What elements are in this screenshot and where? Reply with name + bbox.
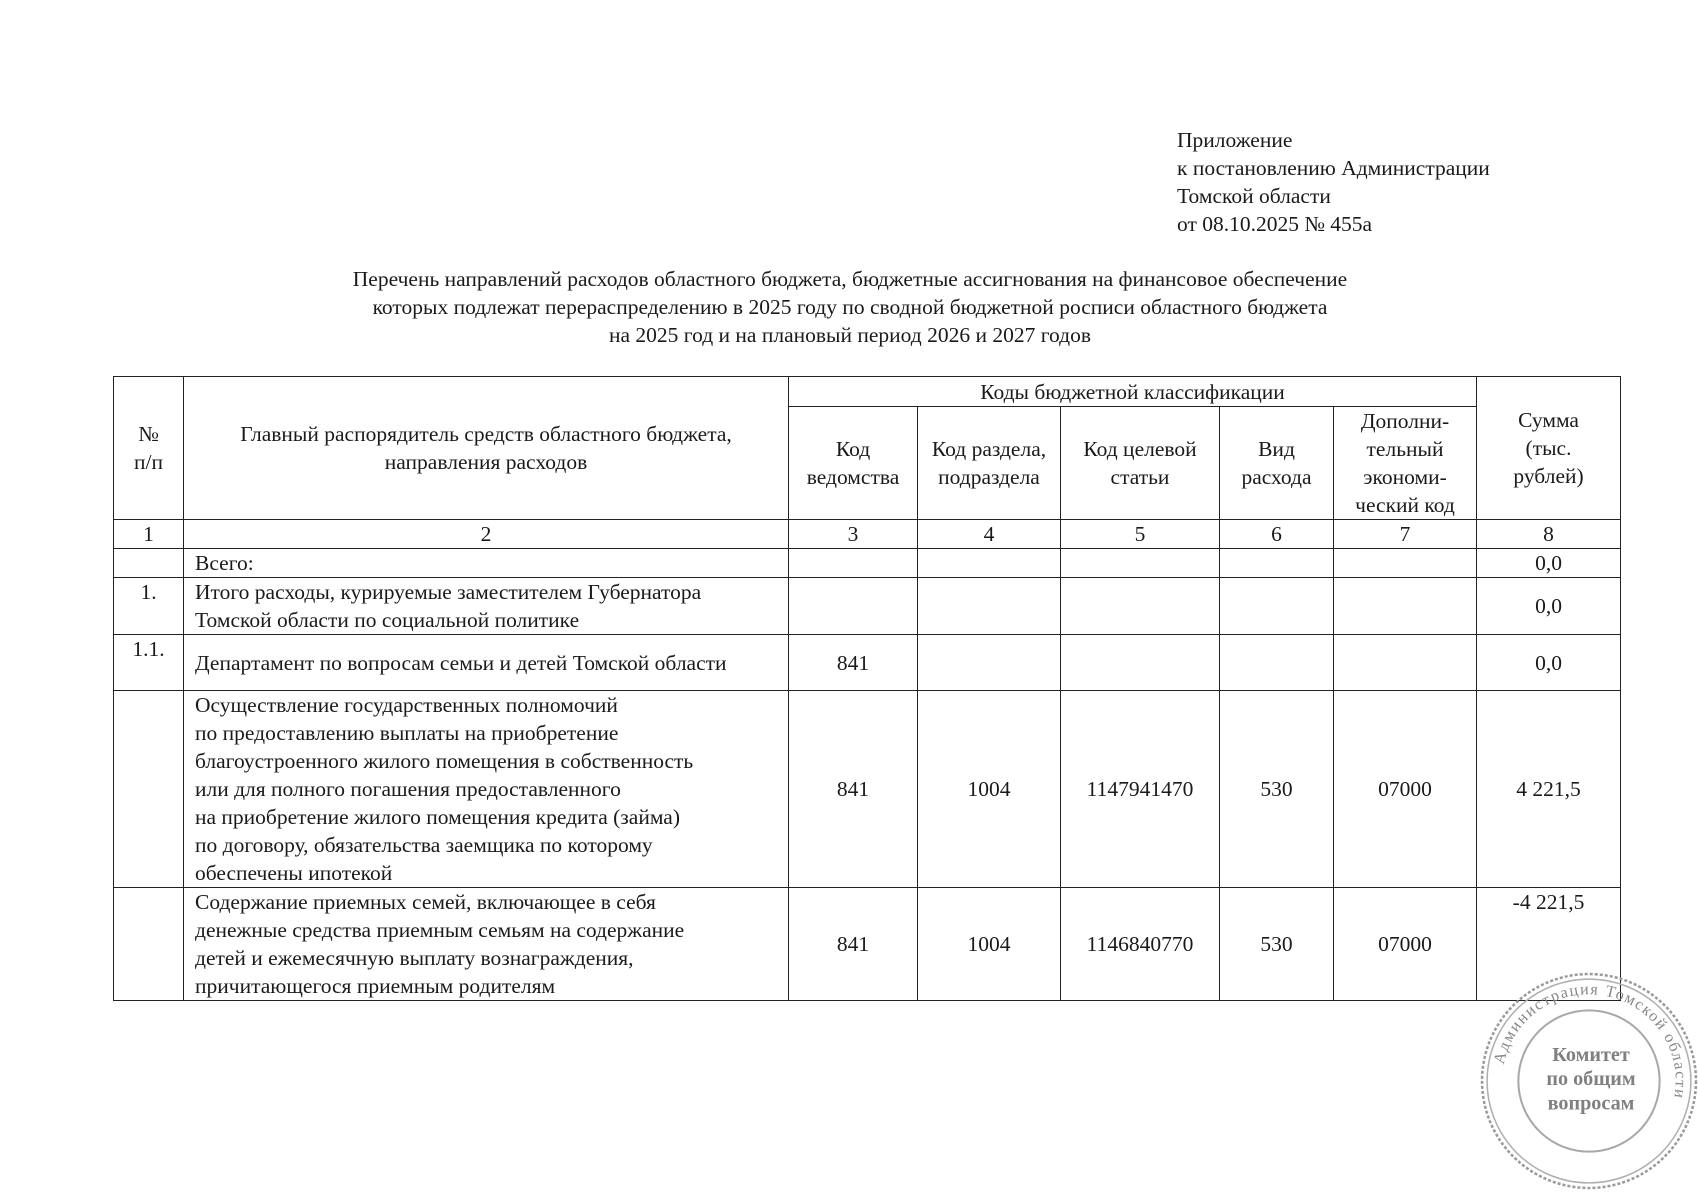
column-number: 1	[114, 520, 184, 549]
row-number	[114, 691, 184, 888]
appendix-block	[1177, 126, 1490, 238]
row-sum: -4 221,5	[1477, 888, 1621, 1001]
header-sum-line: (тыс.	[1525, 436, 1572, 460]
row-target	[1061, 549, 1220, 578]
row-target: 1147941470	[1061, 691, 1220, 888]
row-name: Итого расходы, курируемые заместителем Губернатора Томской области по социальной политике	[184, 578, 789, 635]
appendix-line: Томской области	[1177, 184, 1331, 208]
table-row	[114, 888, 1621, 1001]
row-dept: 841	[789, 635, 918, 691]
row-name-line: или для полного погашения предоставленного	[195, 777, 621, 801]
header-extra-line: ческий код	[1355, 493, 1455, 517]
header-sum-line: рублей)	[1513, 464, 1584, 488]
row-name	[184, 691, 789, 888]
row-extra	[1334, 578, 1477, 635]
stamp-ring-text: Администрация Томской области	[1490, 981, 1689, 1101]
row-type	[1220, 635, 1334, 691]
header-number-line: №	[138, 422, 159, 446]
header-row-1	[114, 377, 1621, 407]
column-number: 2	[184, 520, 789, 549]
row-sum: 0,0	[1477, 578, 1621, 635]
column-number: 6	[1220, 520, 1334, 549]
column-number: 7	[1334, 520, 1477, 549]
row-target	[1061, 635, 1220, 691]
document-title	[160, 265, 1540, 349]
row-name-line: обеспечены ипотекой	[195, 861, 393, 885]
row-extra	[1334, 549, 1477, 578]
table-row	[114, 691, 1621, 888]
header-extra-code	[1334, 407, 1477, 520]
row-sum: 4 221,5	[1477, 691, 1621, 888]
row-extra: 07000	[1334, 888, 1477, 1001]
row-name-line: детей и ежемесячную выплату вознаграждения,	[195, 946, 634, 970]
row-name-line: денежные средства приемным семьям на содержание	[195, 918, 685, 942]
header-sum	[1477, 377, 1621, 520]
stamp-center-line: вопросам	[1547, 1092, 1635, 1115]
row-name	[184, 888, 789, 1001]
title-line: на 2025 год и на плановый период 2026 и 2027 годов	[609, 323, 1091, 347]
header-extra-line: экономи-	[1363, 465, 1447, 489]
row-section: 1004	[918, 888, 1061, 1001]
row-target: 1146840770	[1061, 888, 1220, 1001]
row-type	[1220, 549, 1334, 578]
row-sum: 0,0	[1477, 635, 1621, 691]
table-row	[114, 549, 1621, 578]
column-number: 5	[1061, 520, 1220, 549]
column-number: 8	[1477, 520, 1621, 549]
row-extra	[1334, 635, 1477, 691]
row-type: 530	[1220, 691, 1334, 888]
header-codes-group: Коды бюджетной классификации	[789, 377, 1477, 407]
row-name-line: по предоставлению выплаты на приобретение	[195, 721, 619, 745]
row-name-line: Осуществление государственных полномочий	[195, 693, 618, 717]
row-dept	[789, 549, 918, 578]
row-dept: 841	[789, 888, 918, 1001]
appendix-line: от 08.10.2025 № 455а	[1177, 212, 1373, 236]
row-number: 1.1.	[114, 635, 184, 691]
header-number-line: п/п	[134, 450, 163, 474]
row-name-line: благоустроенного жилого помещения в собственность	[195, 749, 694, 773]
header-sum-line: Сумма	[1518, 408, 1579, 432]
header-number	[114, 377, 184, 520]
row-section	[918, 635, 1061, 691]
column-numbers-row	[114, 520, 1621, 549]
column-number: 3	[789, 520, 918, 549]
official-stamp	[1478, 970, 1698, 1192]
title-line: которых подлежат перераспределению в 2025 году по сводной бюджетной росписи областного бюджета	[372, 295, 1328, 319]
header-name: Главный распорядитель средств областного бюджета, направления расходов	[184, 377, 789, 520]
header-expense-type: Вид расхода	[1220, 407, 1334, 520]
row-name-line: по договору, обязательства заемщика по которому	[195, 833, 653, 857]
row-type: 530	[1220, 888, 1334, 1001]
row-section	[918, 549, 1061, 578]
row-extra: 07000	[1334, 691, 1477, 888]
header-section-code: Код раздела, подраздела	[918, 407, 1061, 520]
row-sum: 0,0	[1477, 549, 1621, 578]
row-number	[114, 549, 184, 578]
row-name-line: Содержание приемных семей, включающее в себя	[195, 890, 656, 914]
stamp-center-line: по общим	[1546, 1068, 1636, 1091]
stamp-center-line: Комитет	[1552, 1043, 1630, 1066]
table-row	[114, 635, 1621, 691]
row-section: 1004	[918, 691, 1061, 888]
row-dept	[789, 578, 918, 635]
row-name-line: на приобретение жилого помещения кредита (займа)	[195, 805, 680, 829]
row-section	[918, 578, 1061, 635]
header-dept-code: Код ведомства	[789, 407, 918, 520]
row-number: 1.	[114, 578, 184, 635]
table-row	[114, 578, 1621, 635]
header-extra-line: Дополни-	[1360, 409, 1450, 433]
column-number: 4	[918, 520, 1061, 549]
row-dept: 841	[789, 691, 918, 888]
budget-table	[113, 376, 1621, 1001]
row-name: Департамент по вопросам семьи и детей Томской области	[184, 635, 789, 691]
header-target-code: Код целевой статьи	[1061, 407, 1220, 520]
title-line: Перечень направлений расходов областного бюджета, бюджетные ассигнования на финансовое обеспечение	[352, 267, 1348, 291]
row-number	[114, 888, 184, 1001]
row-name-line: причитающегося приемным родителям	[195, 974, 556, 998]
appendix-line: Приложение	[1177, 128, 1293, 152]
appendix-line: к постановлению Администрации	[1177, 156, 1490, 180]
row-name: Всего:	[184, 549, 789, 578]
row-type	[1220, 578, 1334, 635]
header-extra-line: тельный	[1366, 437, 1444, 461]
row-target	[1061, 578, 1220, 635]
